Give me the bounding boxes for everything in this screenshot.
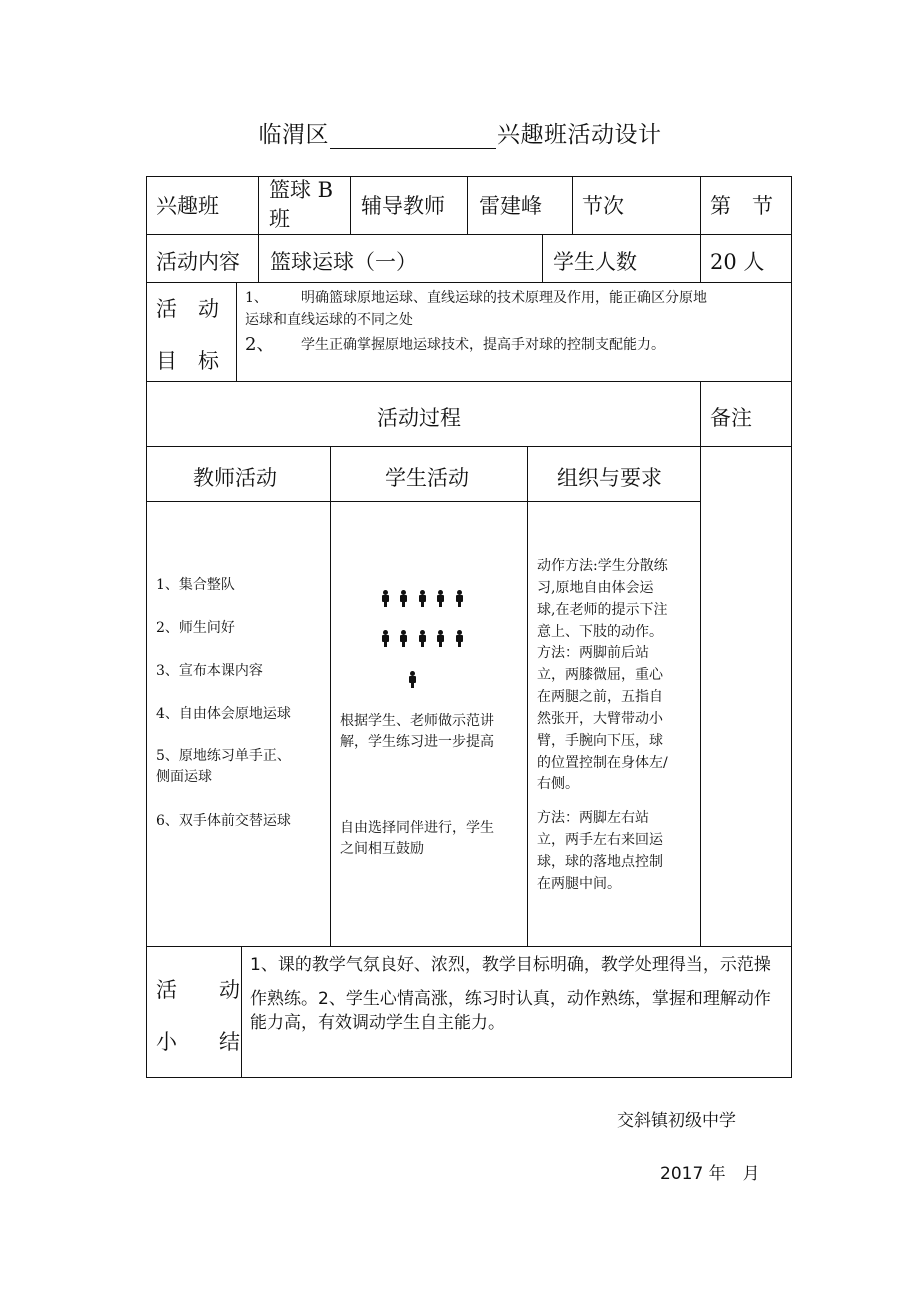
class-value-line1: 篮球 B: [269, 178, 334, 202]
org-line: 臂，手腕向下压，球: [537, 733, 663, 749]
org-requirements-header: 组织与要求: [557, 466, 662, 490]
student-icon: [419, 590, 425, 607]
student-icon: [437, 590, 443, 607]
process-label: 活动过程: [377, 406, 461, 430]
goal-1-line1: 明确篮球原地运球、直线运球的技术原理及作用，能正确区分原地: [301, 290, 707, 306]
goals-label-line2: 目 标: [156, 349, 219, 373]
org-line: 习,原地自由体会运: [537, 580, 654, 596]
goal-1-number: 1、: [245, 290, 268, 306]
student-icon: [382, 630, 388, 647]
class-label: 兴趣班: [156, 194, 219, 218]
student-icon: [456, 630, 462, 647]
org-line: 然张开，大臂带动小: [537, 711, 663, 727]
school-name: 交斜镇初级中学: [617, 1111, 736, 1131]
content-value: 篮球运球（一）: [270, 250, 417, 274]
teacher-step-1: 1、集合整队: [156, 577, 235, 593]
org-line: 立，两膝微屈，重心: [537, 667, 663, 683]
student-activity-p2-line2: 之间相互鼓励: [340, 841, 424, 857]
session-value: 第 节: [710, 194, 773, 218]
notes-label: 备注: [710, 406, 752, 430]
session-label: 节次: [582, 194, 624, 218]
title-blank-line[interactable]: [330, 122, 496, 149]
org-line: 方法：两脚左右站: [537, 810, 649, 826]
teacher-label: 辅导教师: [361, 194, 445, 218]
student-icon: [437, 630, 443, 647]
student-icon: [419, 630, 425, 647]
class-value-line2: 班: [269, 207, 290, 231]
goal-1-line2: 运球和直线运球的不同之处: [245, 312, 413, 328]
org-line: 球,在老师的提示下注: [537, 602, 668, 618]
teacher-step-6: 6、双手体前交替运球: [156, 813, 291, 829]
teacher-activity-header: 教师活动: [193, 466, 277, 490]
student-icon: [456, 590, 462, 607]
summary-label-line2: 小 结: [156, 1030, 240, 1054]
goals-label-line1: 活 动: [156, 297, 219, 321]
teacher-icon: [409, 671, 415, 688]
teacher-step-4: 4、自由体会原地运球: [156, 706, 291, 722]
student-icon: [382, 590, 388, 607]
org-line: 的位置控制在身体左/: [537, 755, 668, 771]
org-line: 球，球的落地点控制: [537, 854, 663, 870]
teacher-value: 雷建峰: [479, 194, 542, 218]
student-icon: [400, 590, 406, 607]
org-line: 意上、下肢的动作。: [537, 624, 663, 640]
title-suffix: 兴趣班活动设计: [497, 122, 662, 148]
students-label: 学生人数: [553, 250, 637, 274]
student-activity-header: 学生活动: [385, 466, 469, 490]
title-district: 临渭区: [258, 122, 329, 148]
date: 2017 年 月: [660, 1164, 760, 1184]
class-value: [269, 176, 333, 234]
org-line: 方法：两脚前后站: [537, 645, 649, 661]
goal-2-text: 学生正确掌握原地运球技术，提高手对球的控制支配能力。: [301, 337, 665, 353]
student-icon: [400, 630, 406, 647]
summary-line2: 作熟练。2、学生心情高涨，练习时认真，动作熟练，掌握和理解动作: [250, 989, 771, 1009]
summary-label-line1: 活 动: [156, 978, 240, 1002]
teacher-step-3: 3、宣布本课内容: [156, 663, 263, 679]
teacher-step-5: 5、原地练习单手正、: [156, 748, 291, 764]
summary-line3: 能力高，有效调动学生自主能力。: [250, 1013, 505, 1033]
goal-2-number: 2、: [245, 334, 275, 355]
org-line: 动作方法:学生分散练: [537, 558, 668, 574]
org-line: 在两腿中间。: [537, 876, 621, 892]
student-activity-p1-line1: 根据学生、老师做示范讲: [340, 713, 494, 729]
students-value: 20 人: [710, 250, 765, 274]
teacher-step-2: 2、师生问好: [156, 620, 235, 636]
content-label: 活动内容: [156, 250, 240, 274]
summary-line1: 1、课的教学气氛良好、浓烈，教学目标明确，教学处理得当，示范操: [250, 955, 771, 975]
teacher-step-5-cont: 侧面运球: [156, 769, 212, 785]
org-line: 在两腿之前，五指自: [537, 689, 663, 705]
page-title: [0, 116, 920, 149]
student-activity-p2-line1: 自由选择同伴进行，学生: [340, 820, 494, 836]
org-line: 右侧。: [537, 776, 579, 792]
org-line: 立，两手左右来回运: [537, 832, 663, 848]
student-activity-p1-line2: 解，学生练习进一步提高: [340, 734, 494, 750]
